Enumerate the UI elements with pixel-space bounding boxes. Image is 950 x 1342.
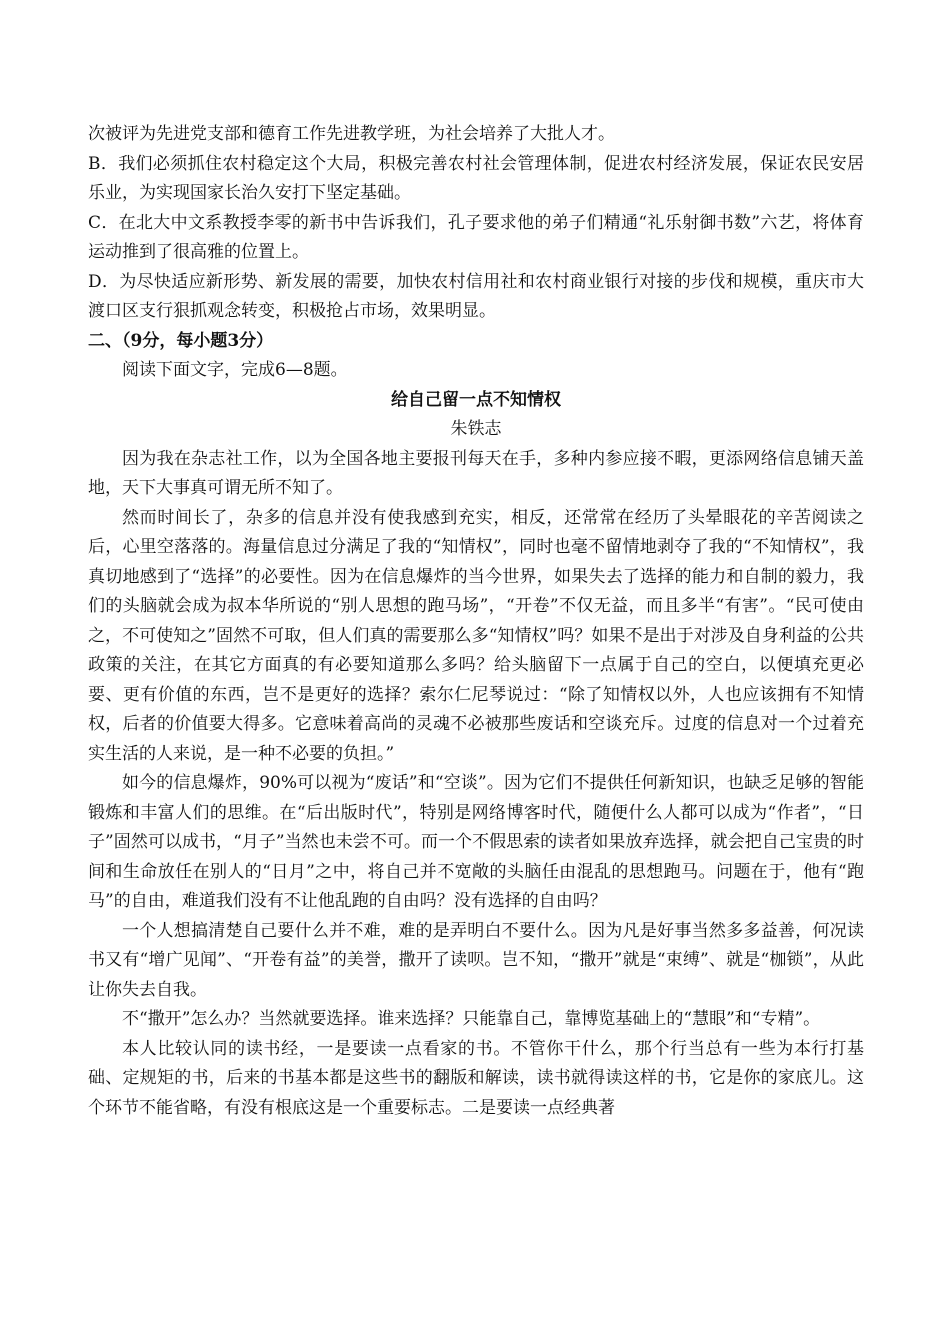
article-paragraph: 本人比较认同的读书经，一是要读一点看家的书。不管你干什么，那个行当总有一些为本行打基础、定规矩的书，后来的书基本都是这些书的翻版和解读，读书就得读这样的书，它是你的家底儿。这个环节不能省略，有没有根底这是一个重要标志。二是要读一点经典著	[88, 1038, 864, 1118]
article-paragraph: 因为我在杂志社工作，以为全国各地主要报刊每天在手，多种内参应接不暇，更添网络信息铺天盖地，天下大事真可谓无所不知了。	[88, 448, 864, 498]
section-heading: 二、（9分，每小题3分）	[88, 330, 274, 351]
section-instruction: 阅读下面文字，完成6—8题。	[122, 360, 348, 380]
exam-page	[88, 120, 864, 1123]
article-paragraph: 然而时间长了，杂多的信息并没有使我感到充实，相反，还常常在经历了头晕眼花的辛苦阅读之后，心里空落落的。海量信息过分满足了我的“知情权”，同时也毫不留情地剥夺了我的“不知情权”，我真切地感到了“选择”的必要性。因为在信息爆炸的当今世界，如果失去了选择的能力和自制的毅力，我们的头脑就会成为叔本华所说的“别人思想的跑马场”，“开卷”不仅无益，而且多半“有害”。“民可使由之，不可使知之”固然不可取，但人们真的需要那么多“知情权”吗？如果不是出于对涉及自身利益的公共政策的关注，在其它方面真的有必要知道那么多吗？给头脑留下一点属于自己的空白，以便填充更必要、更有价值的东西，岂不是更好的选择？索尔仁尼琴说过：“除了知情权以外，人也应该拥有不知情权，后者的价值要大得多。它意味着高尚的灵魂不必被那些废话和空谈充斥。过度的信息对一个过着充实生活的人来说，是一种不必要的负担。”	[88, 507, 864, 764]
option-a-continuation: 次被评为先进党支部和德育工作先进教学班，为社会培养了大批人才。	[88, 124, 615, 144]
option-b: B．我们必须抓住农村稳定这个大局，积极完善农村社会管理体制，促进农村经济发展，保证农民安居乐业，为实现国家长治久安打下坚定基础。	[88, 153, 864, 203]
option-c: C．在北大中文系教授李零的新书中告诉我们，孔子要求他的弟子们精通“礼乐射御书数”六艺，将体育运动推到了很高雅的位置上。	[88, 212, 864, 262]
option-d: D．为尽快适应新形势、新发展的需要，加快农村信用社和农村商业银行对接的步伐和规模，重庆市大渡口区支行狠抓观念转变，积极抢占市场，效果明显。	[88, 271, 864, 321]
article-paragraph: 如今的信息爆炸，90%可以视为“废话”和“空谈”。因为它们不提供任何新知识，也缺乏足够的智能锻炼和丰富人们的思维。在“后出版时代”，特别是网络博客时代，随便什么人都可以成为“作者”，“日子”固然可以成书，“月子”当然也未尝不可。而一个不假思索的读者如果放弃选择，就会把自己宝贵的时间和生命放任在别人的“日月”之中，将自己并不宽敞的头脑任由混乱的思想跑马。问题在于，他有“跑马”的自由，难道我们没有不让他乱跑的自由吗？没有选择的自由吗？	[88, 773, 864, 911]
article-title: 给自己留一点不知情权	[391, 389, 561, 410]
article-author: 朱铁志	[450, 419, 502, 439]
article-paragraph: 不“撒开”怎么办？当然就要选择。谁来选择？只能靠自己，靠博览基础上的“慧眼”和“专精”。	[122, 1009, 821, 1029]
article-paragraph: 一个人想搞清楚自己要什么并不难，难的是弄明白不要什么。因为凡是好事当然多多益善，何况读书又有“增广见闻”、“开卷有益”的美誉，撒开了读呗。岂不知，“撒开”就是“束缚”、就是“枷锁”，从此让你失去自我。	[88, 920, 864, 1000]
